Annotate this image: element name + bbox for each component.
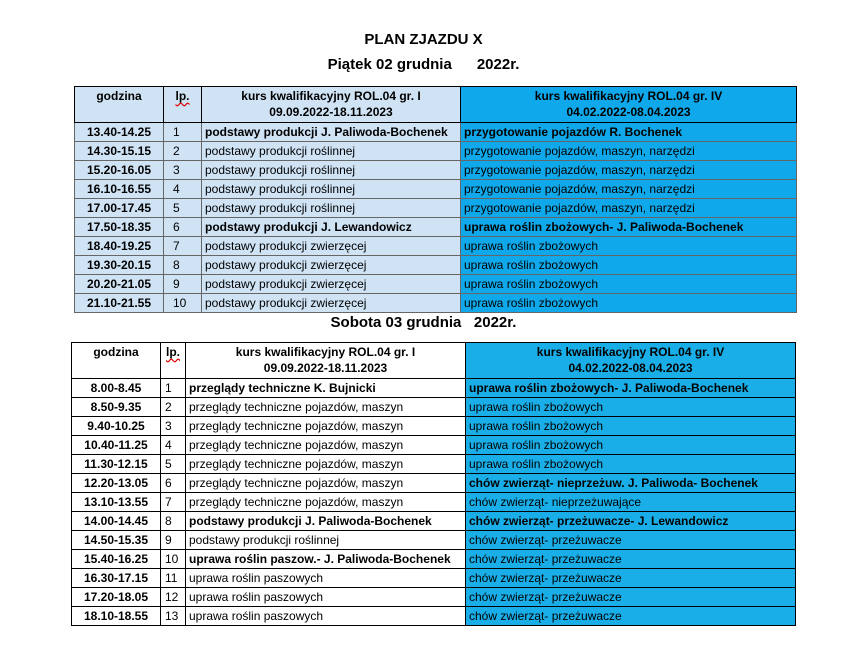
cell-time: 9.40-10.25 [72, 417, 161, 436]
cell-group2: przygotowanie pojazdów, maszyn, narzędzi [461, 161, 797, 180]
cell-lp: 8 [161, 512, 186, 531]
cell-group2: uprawa roślin zbożowych [461, 294, 797, 313]
cell-group2: uprawa roślin zbożowych- J. Paliwoda-Bochenek [466, 379, 796, 398]
cell-group1: uprawa roślin paszow.- J. Paliwoda-Bochenek [186, 550, 466, 569]
day1-heading: Piątek 02 grudnia 2022r. [327, 56, 520, 73]
cell-group2: chów zwierząt- przeżuwacze [466, 588, 796, 607]
cell-group1: przeglądy techniczne pojazdów, maszyn [186, 493, 466, 512]
cell-group1: uprawa roślin paszowych [186, 569, 466, 588]
table-row [75, 123, 797, 142]
table-row [72, 436, 796, 455]
cell-lp: 7 [161, 493, 186, 512]
header-group2: kurs kwalifikacyjny ROL.04 gr. IV 04.02.2022-08.04.2023 [461, 87, 797, 123]
table-row [72, 455, 796, 474]
cell-group2: uprawa roślin zbożowych [461, 275, 797, 294]
cell-group2: uprawa roślin zbożowych [466, 398, 796, 417]
cell-time: 13.40-14.25 [75, 123, 164, 142]
cell-group1: podstawy produkcji zwierzęcej [202, 275, 461, 294]
cell-lp: 2 [161, 398, 186, 417]
cell-group2: chów zwierząt- przeżuwacze- J. Lewandowicz [466, 512, 796, 531]
cell-time: 17.20-18.05 [72, 588, 161, 607]
cell-lp: 8 [164, 256, 202, 275]
table-row [75, 256, 797, 275]
table-row [72, 550, 796, 569]
table-row [75, 218, 797, 237]
table-row [72, 512, 796, 531]
header-lp: lp. [161, 343, 186, 379]
header-group1: kurs kwalifikacyjny ROL.04 gr. I 09.09.2022-18.11.2023 [202, 87, 461, 123]
cell-group1: podstawy produkcji J. Paliwoda-Bochenek [186, 512, 466, 531]
cell-time: 17.00-17.45 [75, 199, 164, 218]
cell-time: 8.00-8.45 [72, 379, 161, 398]
cell-time: 16.10-16.55 [75, 180, 164, 199]
cell-time: 18.40-19.25 [75, 237, 164, 256]
cell-group1: uprawa roślin paszowych [186, 607, 466, 626]
cell-group2: chów zwierząt- przeżuwacze [466, 607, 796, 626]
cell-time: 20.20-21.05 [75, 275, 164, 294]
cell-lp: 9 [161, 531, 186, 550]
cell-time: 17.50-18.35 [75, 218, 164, 237]
cell-group2: przygotowanie pojazdów R. Bochenek [461, 123, 797, 142]
cell-lp: 2 [164, 142, 202, 161]
day2-heading: Sobota 03 grudnia 2022r. [330, 314, 517, 331]
cell-lp: 4 [161, 436, 186, 455]
cell-time: 13.10-13.55 [72, 493, 161, 512]
table-row [72, 493, 796, 512]
cell-time: 15.40-16.25 [72, 550, 161, 569]
cell-group2: chów zwierząt- przeżuwacze [466, 550, 796, 569]
cell-group2: uprawa roślin zbożowych [466, 436, 796, 455]
schedule-table-friday [74, 86, 797, 313]
cell-lp: 1 [164, 123, 202, 142]
cell-time: 19.30-20.15 [75, 256, 164, 275]
cell-group2: uprawa roślin zbożowych [461, 256, 797, 275]
cell-group2: uprawa roślin zbożowych- J. Paliwoda-Bochenek [461, 218, 797, 237]
page-title: PLAN ZJAZDU X [364, 31, 483, 48]
table-row [72, 531, 796, 550]
cell-group1: przeglądy techniczne pojazdów, maszyn [186, 417, 466, 436]
cell-lp: 10 [164, 294, 202, 313]
cell-group2: uprawa roślin zbożowych [461, 237, 797, 256]
cell-group2: chów zwierząt- przeżuwacze [466, 531, 796, 550]
table-row [72, 379, 796, 398]
table-row [72, 607, 796, 626]
cell-time: 14.30-15.15 [75, 142, 164, 161]
cell-group1: podstawy produkcji roślinnej [202, 142, 461, 161]
cell-group1: podstawy produkcji roślinnej [186, 531, 466, 550]
table-row [72, 417, 796, 436]
cell-lp: 5 [164, 199, 202, 218]
cell-lp: 4 [164, 180, 202, 199]
table-header-row [75, 87, 797, 123]
cell-time: 10.40-11.25 [72, 436, 161, 455]
cell-time: 14.00-14.45 [72, 512, 161, 531]
cell-lp: 1 [161, 379, 186, 398]
cell-group1: przeglądy techniczne pojazdów, maszyn [186, 398, 466, 417]
cell-group1: podstawy produkcji J. Paliwoda-Bochenek [202, 123, 461, 142]
table-row [75, 237, 797, 256]
table-row [72, 588, 796, 607]
cell-group1: podstawy produkcji zwierzęcej [202, 294, 461, 313]
cell-lp: 3 [161, 417, 186, 436]
cell-lp: 5 [161, 455, 186, 474]
cell-group1: uprawa roślin paszowych [186, 588, 466, 607]
cell-time: 11.30-12.15 [72, 455, 161, 474]
cell-time: 16.30-17.15 [72, 569, 161, 588]
header-time: godzina [75, 87, 164, 123]
cell-group2: chów zwierząt- nieprzeżuwające [466, 493, 796, 512]
header-group1: kurs kwalifikacyjny ROL.04 gr. I 09.09.2022-18.11.2023 [186, 343, 466, 379]
cell-group1: przeglądy techniczne pojazdów, maszyn [186, 474, 466, 493]
cell-group1: podstawy produkcji J. Lewandowicz [202, 218, 461, 237]
cell-time: 15.20-16.05 [75, 161, 164, 180]
table-row [75, 275, 797, 294]
cell-group1: podstawy produkcji zwierzęcej [202, 256, 461, 275]
cell-group1: podstawy produkcji zwierzęcej [202, 237, 461, 256]
cell-group2: przygotowanie pojazdów, maszyn, narzędzi [461, 199, 797, 218]
cell-time: 12.20-13.05 [72, 474, 161, 493]
cell-group2: uprawa roślin zbożowych [466, 417, 796, 436]
cell-group2: uprawa roślin zbożowych [466, 455, 796, 474]
cell-time: 18.10-18.55 [72, 607, 161, 626]
table-row [72, 569, 796, 588]
header-lp: lp. [164, 87, 202, 123]
table-row [75, 180, 797, 199]
cell-lp: 7 [164, 237, 202, 256]
cell-lp: 9 [164, 275, 202, 294]
cell-group2: przygotowanie pojazdów, maszyn, narzędzi [461, 142, 797, 161]
cell-group2: przygotowanie pojazdów, maszyn, narzędzi [461, 180, 797, 199]
cell-lp: 3 [164, 161, 202, 180]
table-row [75, 161, 797, 180]
cell-group1: podstawy produkcji roślinnej [202, 180, 461, 199]
table-row [72, 398, 796, 417]
cell-time: 14.50-15.35 [72, 531, 161, 550]
cell-time: 8.50-9.35 [72, 398, 161, 417]
cell-lp: 11 [161, 569, 186, 588]
cell-lp: 10 [161, 550, 186, 569]
table-header-row [72, 343, 796, 379]
cell-group2: chów zwierząt- przeżuwacze [466, 569, 796, 588]
cell-group1: podstawy produkcji roślinnej [202, 161, 461, 180]
table-row [75, 199, 797, 218]
table-row [72, 474, 796, 493]
cell-group2: chów zwierząt- nieprzeżuw. J. Paliwoda- Bochenek [466, 474, 796, 493]
cell-lp: 6 [164, 218, 202, 237]
cell-group1: przeglądy techniczne pojazdów, maszyn [186, 455, 466, 474]
table-row [75, 142, 797, 161]
table-row [75, 294, 797, 313]
cell-lp: 6 [161, 474, 186, 493]
schedule-table-saturday [71, 342, 796, 626]
header-group2: kurs kwalifikacyjny ROL.04 gr. IV 04.02.2022-08.04.2023 [466, 343, 796, 379]
cell-group1: podstawy produkcji roślinnej [202, 199, 461, 218]
cell-lp: 13 [161, 607, 186, 626]
cell-group1: przeglądy techniczne pojazdów, maszyn [186, 436, 466, 455]
header-time: godzina [72, 343, 161, 379]
cell-time: 21.10-21.55 [75, 294, 164, 313]
cell-lp: 12 [161, 588, 186, 607]
cell-group1: przeglądy techniczne K. Bujnicki [186, 379, 466, 398]
